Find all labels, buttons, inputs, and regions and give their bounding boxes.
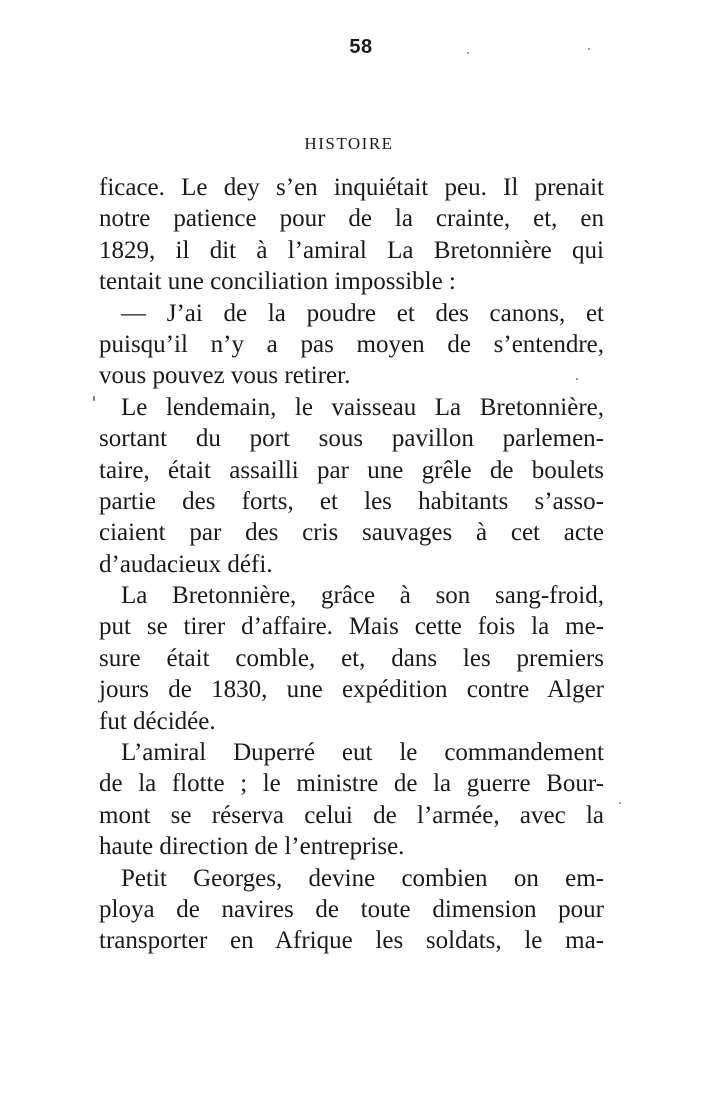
ink-speck — [467, 52, 469, 54]
text-line: transporter en Afrique les soldats, le ma- — [99, 927, 604, 955]
body-text — [99, 172, 604, 957]
text-line: tentait une conciliation impossible : — [99, 268, 456, 296]
text-line: notre patience pour de la crainte, et, en — [99, 205, 604, 233]
text-line: ciaient par des cris sauvages à cet acte — [99, 519, 604, 547]
text-line: mont se réserva celui de l’armée, avec la — [99, 801, 604, 829]
text-line: jours de 1830, une expédition contre Alger — [99, 676, 604, 704]
text-line: ficace. Le dey s’en inquiétait peu. Il prenait — [99, 174, 604, 201]
ink-speck — [93, 396, 95, 401]
ink-speck — [576, 378, 578, 380]
ink-speck — [619, 802, 621, 804]
text-line: L’amiral Duperré eut le commandement — [121, 739, 604, 767]
text-line: vous pouvez vous retirer. — [99, 362, 351, 390]
text-line: sortant du port sous pavillon parlemen- — [99, 425, 604, 453]
text-line: d’audacieux défi. — [99, 550, 273, 578]
text-line: haute direction de l’entreprise. — [99, 833, 405, 861]
text-line: taire, était assailli par une grêle de boulets — [99, 456, 604, 484]
page-number: 58 — [349, 36, 373, 58]
text-line: de la flotte ; le ministre de la guerre Bour- — [99, 770, 604, 798]
text-line: La Bretonnière, grâce à son sang-froid, — [121, 582, 604, 610]
text-line: partie des forts, et les habitants s’asso- — [99, 487, 604, 515]
text-line: fut décidée. — [99, 707, 216, 735]
text-line: — J’ai de la poudre et des canons, et — [121, 299, 604, 327]
text-line: Petit Georges, devine combien on em- — [121, 864, 604, 892]
text-line: Le lendemain, le vaisseau La Bretonnière, — [121, 393, 604, 421]
text-line: put se tirer d’affaire. Mais cette fois la me- — [99, 613, 604, 641]
ink-speck — [588, 48, 590, 50]
text-line: sure était comble, et, dans les premiers — [99, 644, 604, 672]
text-line: 1829, il dit à l’amiral La Bretonnière qui — [99, 236, 604, 264]
text-line: ploya de navires de toute dimension pour — [99, 895, 604, 923]
running-head: HISTOIRE — [304, 134, 394, 153]
text-line: puisqu’il n’y a pas moyen de s’entendre, — [99, 330, 604, 358]
